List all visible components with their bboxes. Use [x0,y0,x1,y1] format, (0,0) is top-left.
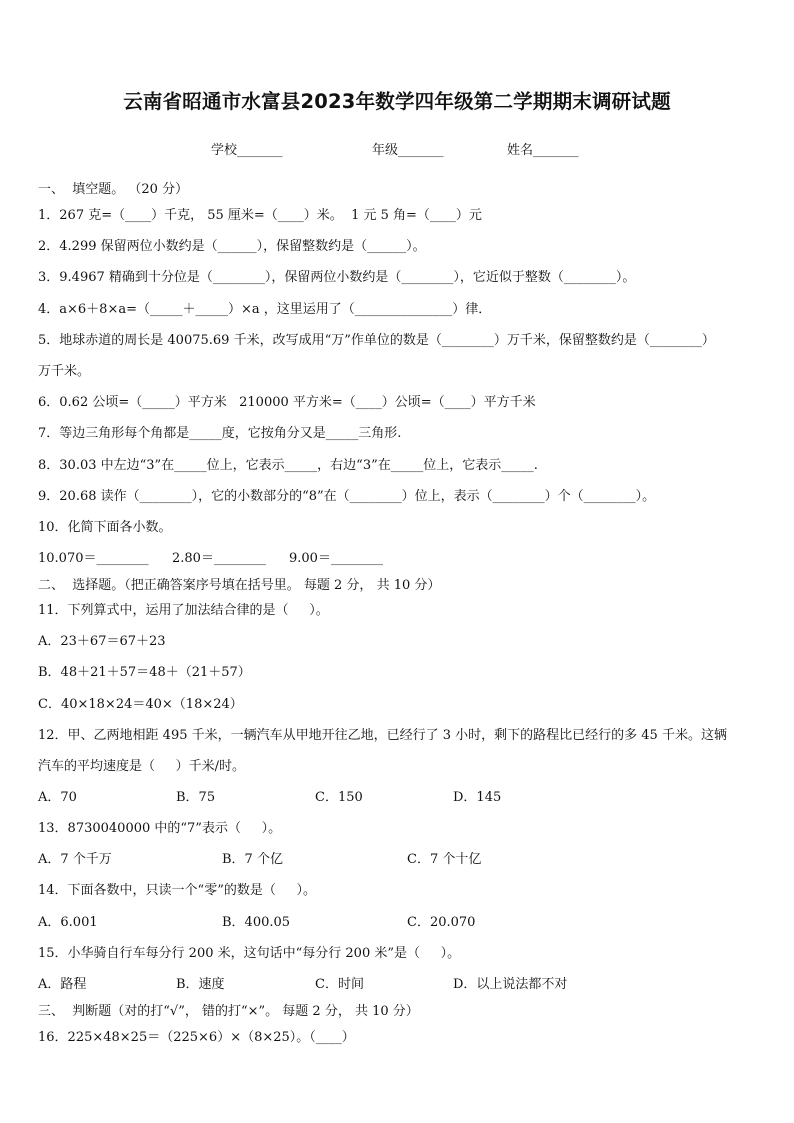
question-6: 6．0.62 公顷=（_____）平方米 210000 平方米=（____）公顷=（____）平方千米 [38,395,536,410]
section-heading-fill-in: 一、 填空题。 （20 分） [38,182,189,197]
question-1: 1．267 克=（____）千克， 55 厘米=（____）米。 1 元 5 角=（____）元 [38,208,482,223]
question-3: 3．9.4967 精确到十分位是（________），保留两位小数约是（________），它近似于整数（________）。 [38,270,636,285]
section-heading-judgement: 三、 判断题（对的打“√”， 错的打“×”。 每题 2 分， 共 10 分） [38,1004,419,1019]
name-field[interactable]: 姓名_______ [507,143,579,158]
question-14-option: A．6.001 [38,915,98,930]
question-12-option: B．75 [176,790,216,805]
question-4: 4．a×6＋8×a=（_____＋_____）×a ，这里运用了（_______________）律． [38,302,492,317]
section-heading-choice: 二、 选择题。（把正确答案序号填在括号里。 每题 2 分， 共 10 分） [38,578,441,593]
question-12-option: C．150 [315,790,363,805]
question-15: 15．小华骑自行车每分行 200 米，这句话中“每分行 200 米”是（ ）。 [38,946,461,961]
question-12-line-1: 12．甲、乙两地相距 495 千米，一辆汽车从甲地开往乙地，已经行了 3 小时，剩下的路程比已经行的多 45 千米。这辆 [38,728,727,743]
question-15-option: D．以上说法都不对 [453,977,568,992]
question-12-option: D．145 [453,790,502,805]
question-13-option: C．7 个十亿 [407,852,482,867]
page-title: 云南省昭通市水富县2023年数学四年级第二学期期末调研试题 [123,90,671,113]
question-10: 10．化简下面各小数。 [38,520,172,535]
question-8: 8．30.03 中左边“3”在_____位上，它表示_____，右边“3”在_____位上，它表示_____. [38,458,538,473]
question-13-option: A．7 个千万 [38,852,112,867]
question-14-option: B．400.05 [222,915,291,930]
school-field[interactable]: 学校_______ [211,143,283,158]
question-10-item: 2.80＝________ [172,551,266,566]
student-info-row [0,139,794,159]
question-12-line-2: 汽车的平均速度是（ ）千米/时。 [38,759,246,774]
question-15-option: C．时间 [315,977,364,992]
question-16: 16．225×48×25＝（225×6）×（8×25）。（____） [38,1030,355,1045]
question-14-option: C．20.070 [407,915,476,930]
grade-field[interactable]: 年级_______ [372,143,444,158]
question-13: 13．8730040000 中的“7”表示（ ）。 [38,821,282,836]
question-11-option: B．48＋21＋57＝48＋（21＋57） [38,665,251,680]
question-15-option: A．路程 [38,977,87,992]
question-10-item: 9.00＝________ [289,551,383,566]
question-14: 14．下面各数中，只读一个“零”的数是（ ）。 [38,883,316,898]
question-5-line-1: 5．地球赤道的周长是 40075.69 千米，改写成用“万”作单位的数是（________）万千米，保留整数约是（________） [38,333,715,348]
question-11-option: A．23＋67＝67＋23 [38,634,166,649]
question-7: 7．等边三角形每个角都是_____度，它按角分又是_____三角形. [38,426,402,441]
question-13-option: B．7 个亿 [222,852,283,867]
question-9: 9．20.68 读作（________），它的小数部分的“8”在（________）位上，表示（________）个（________）。 [38,489,656,504]
question-2: 2．4.299 保留两位小数约是（______），保留整数约是（______）。 [38,239,426,254]
question-5-line-2: 万千米。 [38,364,91,379]
question-15-option: B．速度 [176,977,225,992]
question-11: 11．下列算式中，运用了加法结合律的是（ ）。 [38,603,329,618]
question-10-item: 10.070＝________ [38,551,149,566]
question-12-option: A．70 [38,790,77,805]
question-11-option: C．40×18×24＝40×（18×24） [38,697,243,712]
